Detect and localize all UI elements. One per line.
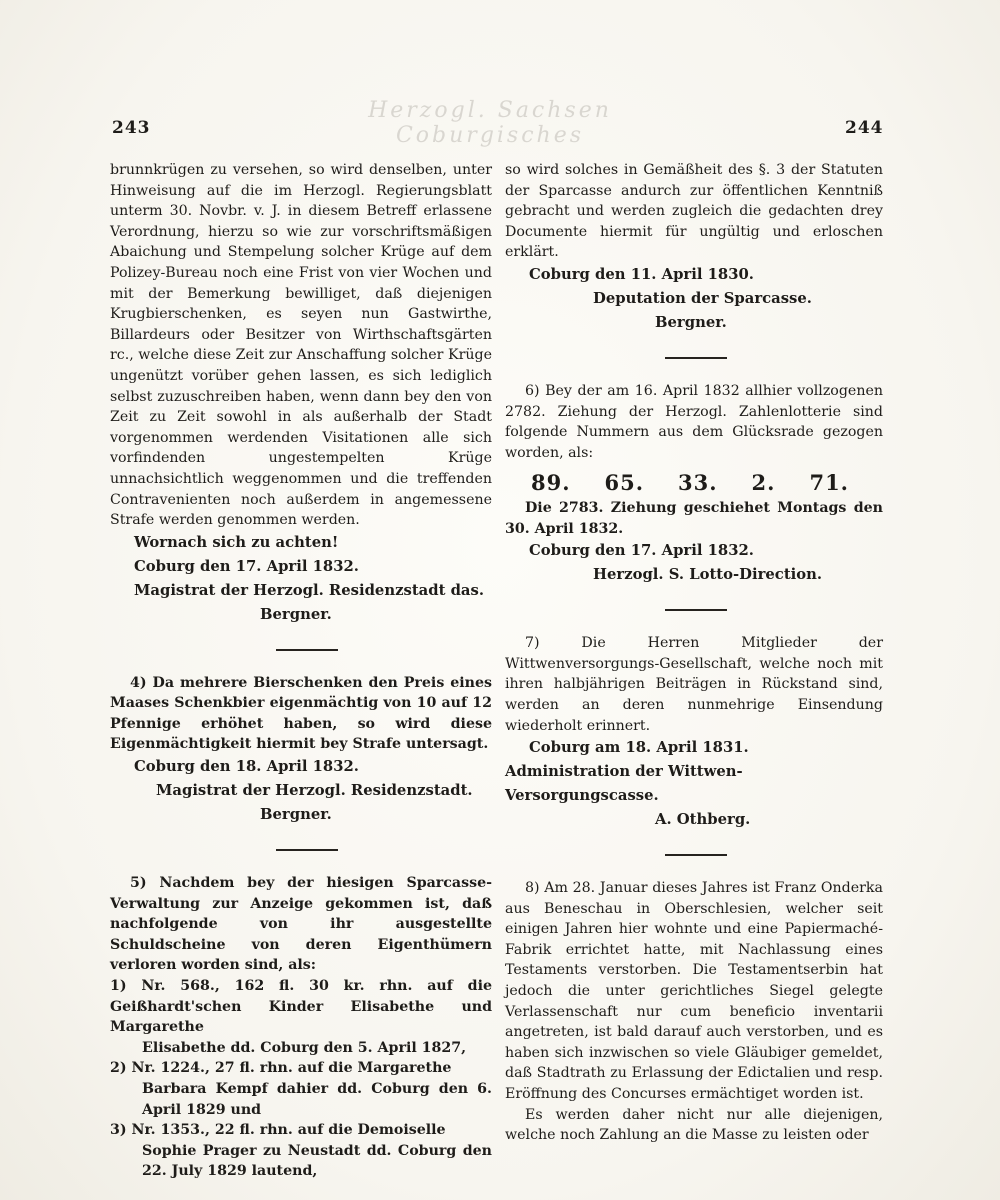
section-divider	[110, 827, 492, 873]
lottery-number: 65.	[604, 470, 645, 496]
lottery-numbers	[505, 470, 883, 496]
list-item-first: 1) Nr. 568., 162 fl. 30 kr. rhn. auf die Geißhardt'schen Kinder Elisabethe und Margarethe	[110, 978, 492, 1036]
list-item-first: 3) Nr. 1353., 22 fl. rhn. auf die Demoiselle	[110, 1122, 446, 1139]
paragraph-8-continuation: Es werden daher nicht nur alle diejenigen, welche noch Zahlung an die Masse zu leisten oder	[505, 1106, 883, 1144]
paragraph-5: 5) Nachdem bey der hiesigen Sparcasse-Verwaltung zur Anzeige gekommen ist, daß nachfolgende von ihr ausgestellte Schuldscheine von deren Eigenthümern verloren worden sind, als:	[110, 875, 492, 974]
list-item-first: 2) Nr. 1224., 27 fl. rhn. auf die Margarethe	[110, 1060, 452, 1077]
right-page-number: 244	[845, 118, 884, 138]
next-draw-notice: Die 2783. Ziehung geschiehet Montags den 30. April 1832.	[505, 499, 883, 537]
section-divider	[505, 335, 883, 381]
running-head: Herzogl. Sachsen Coburgisches	[368, 98, 612, 148]
place-date: Coburg den 11. April 1830.	[529, 265, 754, 283]
issuing-authority: Herzogl. S. Lotto-Direction.	[593, 566, 823, 584]
list-item	[110, 976, 492, 1058]
list-item	[110, 1058, 492, 1120]
lottery-number: 71.	[809, 470, 849, 496]
paragraph-3-continuation: brunnkrügen zu versehen, so wird denselben, unter Hinweisung auf die im Herzogl. Regierungsblatt unterm 30. Novbr. v. J. in diesem Betreff erlassene Verordnung, hierzu so wie zur vorschriftsmäßigen Abaichung und Stempelung solcher Krüge auf dem Polizey-Bureau noch eine Frist von vier Wochen und mit der Bemerkung bewilliget, daß diejenigen Krugbierschenken, es seyen nun Gastwirthe, Billardeurs oder Besitzer von Wirthschaftsgärten rc., welche diese Zeit zur Anschaffung solcher Krüge ungenützt vorüber gehen lassen, es sich lediglich selbst zuzuschreiben haben, wenn dann bey den von Zeit zu Zeit sowohl in als außerhalb der Stadt vorgenommen werdenden Visitationen alle sich vorfindenden ungestempelten Krüge unnachsichtlich weggenommen und die treffenden Contravenienten noch außerdem in angemessene Strafe werden genommen werden.	[110, 162, 492, 529]
list-item-rest: Barbara Kempf dahier dd. Coburg den 6. April 1829 und	[142, 1081, 492, 1118]
lottery-number: 33.	[678, 470, 718, 496]
lottery-number: 2.	[751, 470, 776, 496]
left-page-number: 243	[112, 118, 151, 138]
paragraph-8: 8) Am 28. Januar dieses Jahres ist Franz Onderka aus Beneschau in Oberschlesien, welcher seit einigen Jahren hier wohnte und eine Papiermaché-Fabrik errichtet hatte, mit Nachlassung eines Testaments verstorben. Die Testamentserbin hat jedoch die unter gerichtliches Siegel gelegte Verlassenschaft nur cum beneficio inventarii angetreten, ist bald darauf auch verstorben, und es haben sich inzwischen so viele Gläubiger gemeldet, daß Stadtrath zu Erlassung der Edictalien und resp. Eröffnung des Concurses ermächtiget worden ist.	[505, 880, 883, 1103]
paragraph-6: 6) Bey der am 16. April 1832 allhier vollzogenen 2782. Ziehung der Herzogl. Zahlenlotterie sind folgende Nummern aus dem Glücksrade gezogen worden, als:	[505, 382, 883, 461]
paragraph-4: 4) Da mehrere Bierschenken den Preis eines Maases Schenkbier eigenmächtig von 10 auf 12 Pfennige erhöhet haben, so wird diese Eigenmächtigkeit hiermit bey Strafe untersagt.	[110, 674, 492, 753]
notice-line: Wornach sich zu achten!	[134, 533, 339, 551]
issuing-authority: Magistrat der Herzogl. Residenzstadt das.	[134, 581, 484, 599]
place-date: Coburg den 18. April 1832.	[134, 758, 359, 776]
signature: A. Othberg.	[655, 811, 751, 829]
place-date: Coburg den 17. April 1832.	[134, 557, 359, 575]
paragraph-7: 7) Die Herren Mitglieder der Wittwenversorgungs-Gesellschaft, welche noch mit ihren halbjährigen Beiträgen in Rückstand sind, werden an deren nunmehrige Einsendung wiederholt erinnert.	[505, 635, 883, 734]
place-date: Coburg am 18. April 1831.	[529, 739, 749, 757]
right-column	[505, 160, 883, 1146]
left-column	[110, 160, 492, 1182]
issuing-authority: Deputation der Sparcasse.	[593, 289, 812, 307]
place-date: Coburg den 17. April 1832.	[529, 542, 754, 560]
list-item-rest: Sophie Prager zu Neustadt dd. Coburg den 22. July 1829 lautend,	[142, 1142, 492, 1180]
section-divider	[110, 627, 492, 673]
section-divider	[505, 832, 883, 878]
paragraph-5-continuation: so wird solches in Gemäßheit des §. 3 der Statuten der Sparcasse andurch zur öffentlichen Kenntniß gebracht und werden zugleich die gedachten drey Documente hiermit für ungültig und erloschen erklärt.	[505, 162, 883, 261]
lottery-number: 89.	[531, 470, 571, 496]
issuing-authority: Magistrat der Herzogl. Residenzstadt.	[156, 782, 473, 800]
list-item-rest: Elisabethe dd. Coburg den 5. April 1827,	[142, 1039, 467, 1056]
issuing-authority: Administration der Wittwen-Versorgungscasse.	[505, 763, 743, 805]
section-divider	[505, 587, 883, 633]
signature: Bergner.	[655, 313, 727, 331]
signature: Bergner.	[260, 806, 332, 824]
signature: Bergner.	[260, 605, 332, 623]
list-item	[110, 1120, 492, 1182]
